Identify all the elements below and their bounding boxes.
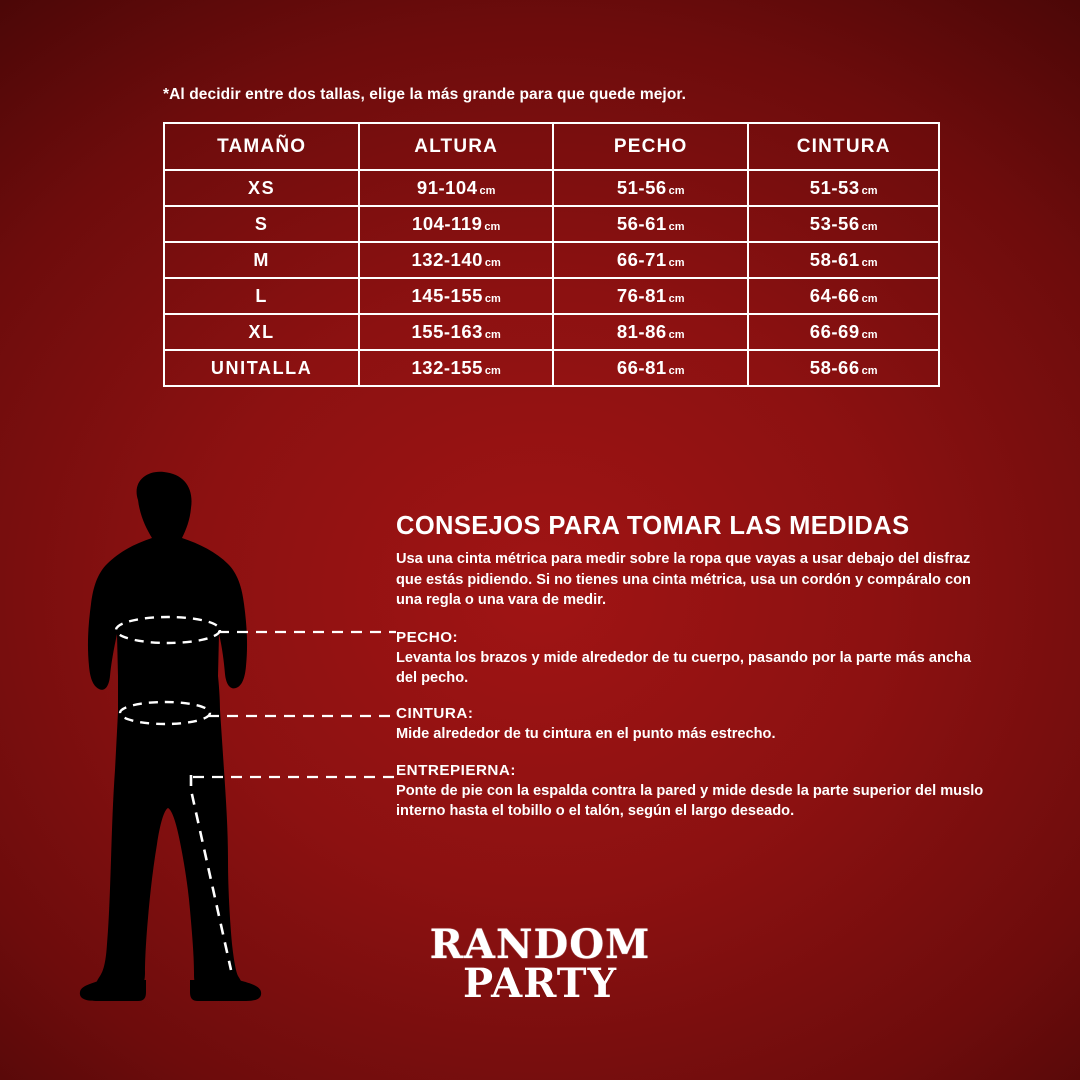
table-row <box>164 314 939 350</box>
unit-label: cm <box>484 365 501 377</box>
brand-logo-line-1: RANDOM <box>429 921 651 968</box>
tip-inseam-title: ENTREPIERNA: <box>396 761 516 779</box>
cell-waist <box>748 314 939 350</box>
cell-chest <box>553 314 748 350</box>
tip-waist <box>396 705 996 744</box>
unit-label: cm <box>861 257 878 269</box>
value-waist: 53-56 <box>809 213 860 234</box>
value-chest: 66-81 <box>616 357 667 378</box>
tip-chest-title: PECHO: <box>396 629 459 647</box>
cell-chest <box>553 242 748 278</box>
unit-label: cm <box>668 365 685 377</box>
unit-label: cm <box>861 221 878 233</box>
sizing-note: *Al decidir entre dos tallas, elige la más grande para que quede mejor. <box>163 86 687 103</box>
unit-label: cm <box>668 293 685 305</box>
tip-waist-title: CINTURA: <box>396 705 474 723</box>
table-row <box>164 170 939 206</box>
cell-height <box>359 242 553 278</box>
value-waist: 58-61 <box>809 249 860 270</box>
cell-waist <box>748 350 939 386</box>
cell-height <box>359 314 553 350</box>
column-header-waist: CINTURA <box>748 123 939 170</box>
cell-waist <box>748 206 939 242</box>
tip-inseam <box>396 762 996 821</box>
unit-label: cm <box>861 329 878 341</box>
brand-logo <box>0 921 1080 1008</box>
unit-label: cm <box>668 257 685 269</box>
cell-chest <box>553 170 748 206</box>
value-height: 145-155 <box>411 285 483 306</box>
unit-label: cm <box>861 185 878 197</box>
cell-size: S <box>164 206 359 242</box>
size-chart-table <box>163 122 940 387</box>
cell-height <box>359 170 553 206</box>
cell-chest <box>553 350 748 386</box>
tip-chest-body: Levanta los brazos y mide alrededor de tu cuerpo, pasando por la parte más ancha del pecho. <box>396 650 971 687</box>
value-height: 132-155 <box>411 357 483 378</box>
tip-waist-body: Mide alrededor de tu cintura en el punto más estrecho. <box>396 726 776 743</box>
cell-chest <box>553 278 748 314</box>
unit-label: cm <box>668 185 685 197</box>
cell-size: XL <box>164 314 359 350</box>
value-height: 91-104 <box>416 177 478 198</box>
table-row <box>164 242 939 278</box>
silhouette-body <box>80 472 261 1001</box>
value-waist: 66-69 <box>809 321 860 342</box>
unit-label: cm <box>484 221 501 233</box>
unit-label: cm <box>861 365 878 377</box>
cell-waist <box>748 242 939 278</box>
table-row <box>164 206 939 242</box>
tip-inseam-body: Ponte de pie con la espalda contra la pared y mide desde la parte superior del muslo interno hasta el tobillo o el talón, según el largo deseado. <box>396 782 984 819</box>
unit-label: cm <box>668 221 685 233</box>
cell-waist <box>748 170 939 206</box>
value-waist: 64-66 <box>809 285 860 306</box>
cell-size: UNITALLA <box>164 350 359 386</box>
tip-chest <box>396 629 996 688</box>
table-header-row <box>164 123 939 170</box>
unit-label: cm <box>668 329 685 341</box>
value-chest: 81-86 <box>616 321 667 342</box>
value-waist: 51-53 <box>809 177 860 198</box>
tips-heading: CONSEJOS PARA TOMAR LAS MEDIDAS <box>396 512 910 540</box>
column-header-chest: PECHO <box>553 123 748 170</box>
value-height: 104-119 <box>412 213 483 234</box>
cell-height <box>359 206 553 242</box>
value-height: 155-163 <box>411 321 483 342</box>
brand-logo-line-2: PARTY <box>462 960 618 1008</box>
size-chart-table-wrapper <box>163 122 940 387</box>
measurement-tips-section <box>396 512 996 838</box>
value-waist: 58-66 <box>809 357 860 378</box>
cell-size: L <box>164 278 359 314</box>
column-header-height: ALTURA <box>359 123 553 170</box>
value-chest: 51-56 <box>616 177 667 198</box>
value-chest: 66-71 <box>616 249 667 270</box>
value-height: 132-140 <box>411 249 483 270</box>
cell-height <box>359 278 553 314</box>
column-header-size: TAMAÑO <box>164 123 359 170</box>
table-row <box>164 278 939 314</box>
cell-size: M <box>164 242 359 278</box>
table-row <box>164 350 939 386</box>
unit-label: cm <box>479 185 496 197</box>
cell-size: XS <box>164 170 359 206</box>
cell-height <box>359 350 553 386</box>
tips-intro: Usa una cinta métrica para medir sobre la ropa que vayas a usar debajo del disfraz que estás pidiendo. Si no tienes una cinta métrica, usa un cordón y compáralo con una regla o una vara de medir. <box>396 551 971 609</box>
unit-label: cm <box>484 293 501 305</box>
unit-label: cm <box>484 329 501 341</box>
cell-chest <box>553 206 748 242</box>
unit-label: cm <box>861 293 878 305</box>
value-chest: 76-81 <box>616 285 667 306</box>
value-chest: 56-61 <box>616 213 667 234</box>
cell-waist <box>748 278 939 314</box>
unit-label: cm <box>484 257 501 269</box>
